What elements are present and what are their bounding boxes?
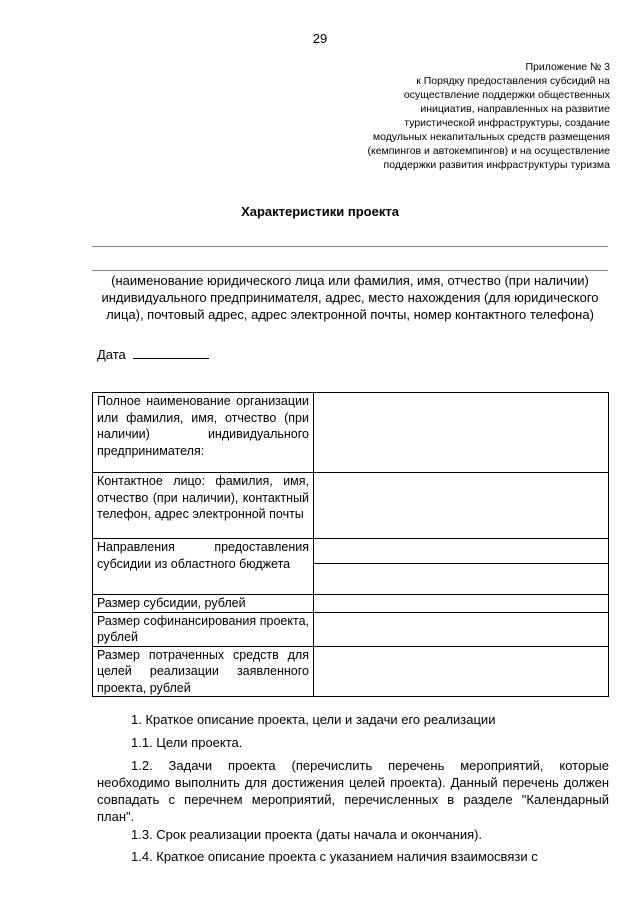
table-label-subsidy-amount: Размер субсидии, рублей xyxy=(93,595,314,613)
table-label-cofinancing: Размер софинансирования проекта, рублей xyxy=(93,612,314,646)
section-1-heading: 1. Краткое описание проекта, цели и задачи его реализации xyxy=(131,712,496,727)
date-field xyxy=(97,346,209,362)
table-row xyxy=(93,473,609,539)
table-value-spent-funds xyxy=(314,646,609,697)
table-value-subsidy-direction xyxy=(314,539,609,595)
section-1-1: 1.1. Цели проекта. xyxy=(131,735,243,750)
table-row xyxy=(93,612,609,646)
appendix-line: поддержки развития инфраструктуры туризма xyxy=(383,159,610,171)
applicant-caption: (наименование юридического лица или фамилия, имя, отчество (при наличии) индивидуального предпринимателя, адрес, место нахождения (для юридического лица), почтовый адрес, адрес электронной почты, номер контактного телефона) xyxy=(101,273,599,322)
table-label-subsidy-direction: Направления предоставления субсидии из областного бюджета xyxy=(93,539,314,595)
page-number: 29 xyxy=(312,31,328,46)
table-value-organization xyxy=(314,393,609,473)
appendix-line: модульных некапитальных средств размещения xyxy=(372,131,610,143)
appendix-header xyxy=(310,60,610,172)
applicant-blank-line-2 xyxy=(92,270,608,271)
table-row xyxy=(93,595,609,613)
section-1-3: 1.3. Срок реализации проекта (даты начала и окончания). xyxy=(131,827,483,842)
table-row xyxy=(93,646,609,697)
appendix-line: осуществление поддержки общественных xyxy=(403,89,610,101)
table-label-organization: Полное наименование организации или фамилия, имя, отчество (при наличии) индивидуального предпринимателя: xyxy=(93,393,314,473)
appendix-line: Приложение № 3 xyxy=(525,61,610,73)
table-label-spent-funds: Размер потраченных средств для целей реализации заявленного проекта, рублей xyxy=(93,646,314,697)
appendix-line: инициатив, направленных на развитие xyxy=(420,103,610,115)
section-1-2: 1.2. Задачи проекта (перечислить перечень мероприятий, которые необходимо выполнить для достижения целей проекта). Данный перечень должен совпадать с перечнем мероприятий, перечисленных в разделе "Календарный план". xyxy=(97,758,609,824)
appendix-line: к Порядку предоставления субсидий на xyxy=(416,75,610,87)
table-row xyxy=(93,393,609,473)
section-1-4: 1.4. Краткое описание проекта с указанием наличия взаимосвязи с xyxy=(131,849,538,864)
table-value-contact xyxy=(314,473,609,539)
applicant-blank-line-1 xyxy=(92,246,608,247)
table-value-cofinancing xyxy=(314,612,609,646)
table-row xyxy=(93,539,609,595)
project-info-table xyxy=(92,392,609,697)
appendix-line: (кемпингов и автокемпингов) и на осуществление xyxy=(367,145,610,157)
date-blank xyxy=(133,346,209,359)
subsidy-direction-subrow xyxy=(314,539,608,564)
table-label-contact: Контактное лицо: фамилия, имя, отчество (при наличии), контактный телефон, адрес электронной почты xyxy=(93,473,314,539)
appendix-line: туристической инфраструктуры, создание xyxy=(404,117,610,129)
subsidy-direction-split xyxy=(314,539,608,564)
date-label: Дата xyxy=(97,347,126,362)
document-title: Характеристики проекта xyxy=(241,204,399,219)
table-value-subsidy-amount xyxy=(314,595,609,613)
